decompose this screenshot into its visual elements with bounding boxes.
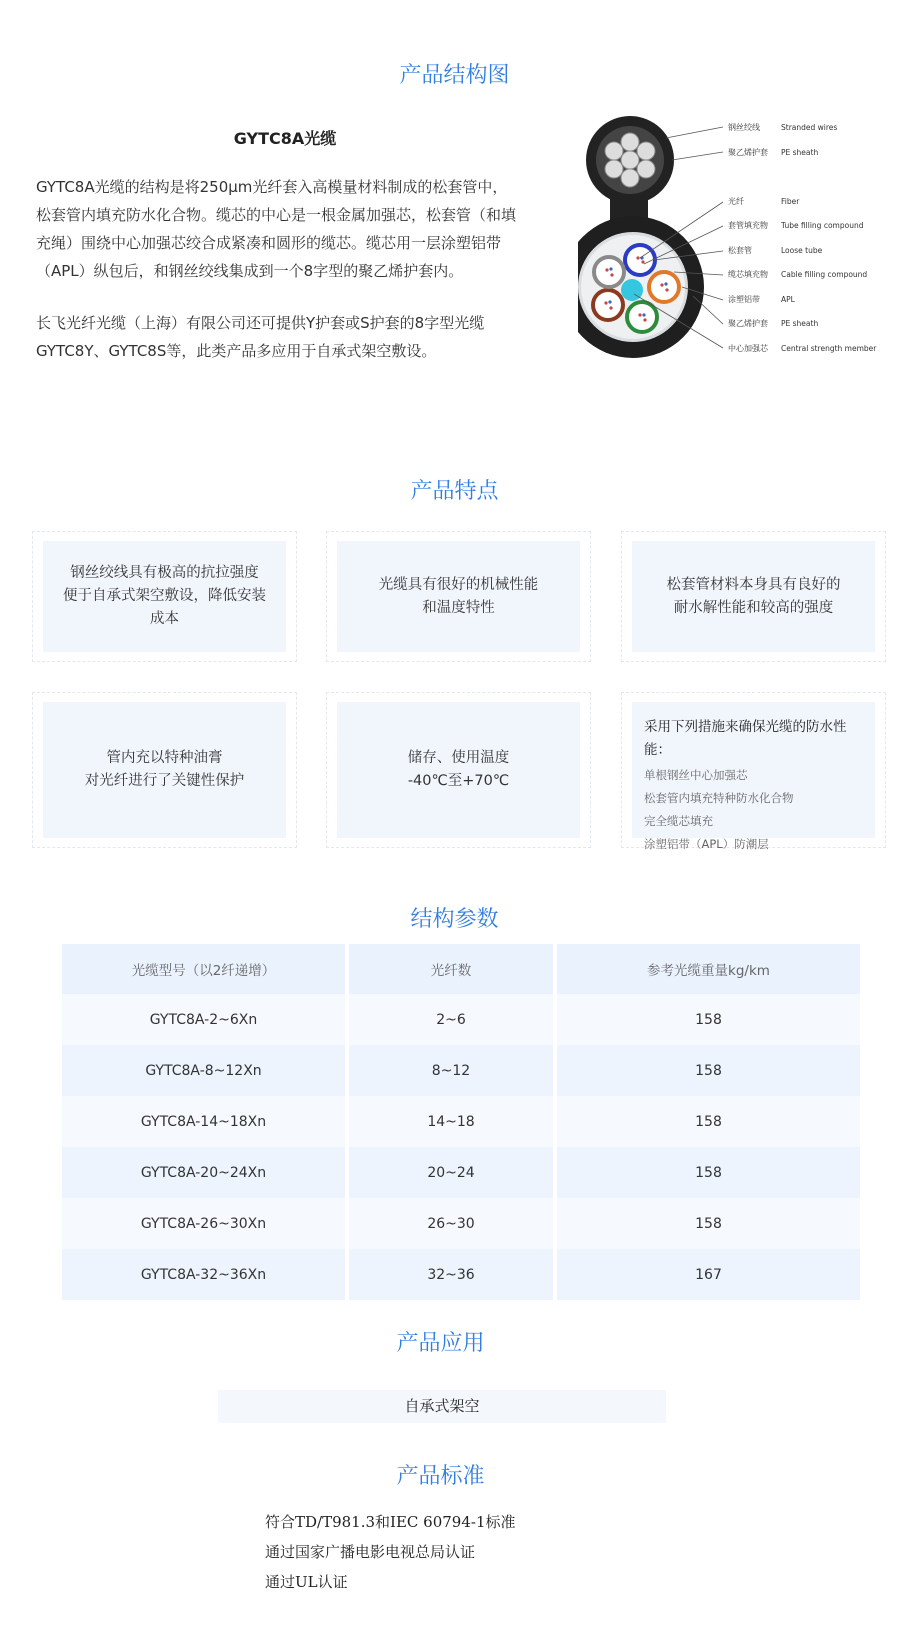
diagram-label-cn: 聚乙烯护套	[728, 148, 768, 157]
table-row	[62, 1198, 860, 1249]
diagram-label-en: APL	[781, 295, 795, 304]
diagram-label-cn: 套管填充物	[728, 221, 768, 230]
table-cell: 158	[557, 1096, 860, 1147]
feature-text: 光缆具有很好的机械性能 和温度特性	[337, 541, 580, 652]
table-cell: 14~18	[349, 1096, 553, 1147]
table-cell: GYTC8A-14~18Xn	[62, 1096, 345, 1147]
diagram-label-en: Fiber	[781, 197, 800, 206]
table-cell: GYTC8A-20~24Xn	[62, 1147, 345, 1198]
standards-list	[265, 1507, 515, 1597]
table-row	[62, 1045, 860, 1096]
waterproof-card	[621, 692, 886, 851]
waterproof-heading: 采用下列措施来确保光缆的防水性能：	[644, 719, 847, 758]
table-cell: 20~24	[349, 1147, 553, 1198]
waterproof-item: 完全缆芯填充	[644, 814, 713, 828]
table-cell: GYTC8A-8~12Xn	[62, 1045, 345, 1096]
feature-text: 储存、使用温度 -40℃至+70℃	[337, 702, 580, 838]
table-cell: 32~36	[349, 1249, 553, 1300]
diagram-label-en: Cable filling compound	[781, 270, 868, 279]
feature-text: 松套管材料本身具有良好的 耐水解性能和较高的强度	[632, 541, 875, 652]
feature-card	[326, 692, 591, 848]
intro-paragraph: GYTC8A光缆的结构是将250μm光纤套入高模量材料制成的松套管中，松套管内填充防水化合物。缆芯的中心是一根金属加强芯，松套管（和填充绳）围绕中心加强芯绞合成紧凑和圆形的缆芯。缆芯用一层涂塑铝带（APL）纵包后，和钢丝绞线集成到一个8字型的聚乙烯护套内。	[36, 178, 517, 280]
cable-drawing	[578, 116, 723, 358]
standard-item: 通过国家广播电影电视总局认证	[265, 1543, 476, 1561]
diagram-label-en: Stranded wires	[781, 123, 838, 132]
table-cell: 26~30	[349, 1198, 553, 1249]
feature-text: 钢丝绞线具有极高的抗拉强度 便于自承式架空敷设，降低安装 成本	[43, 541, 286, 652]
table-cell: GYTC8A-2~6Xn	[62, 994, 345, 1045]
product-subtitle: GYTC8A光缆	[233, 129, 337, 148]
feature-card	[326, 531, 591, 662]
table-cell: 8~12	[349, 1045, 553, 1096]
diagram-label-en: PE sheath	[781, 148, 819, 157]
standard-item: 符合TD/T981.3和IEC 60794-1标准	[265, 1513, 516, 1531]
table-cell: 2~6	[349, 994, 553, 1045]
table-header-row	[62, 944, 860, 994]
section-title-structure: 产品结构图	[399, 63, 510, 88]
diagram-label-en: PE sheath	[781, 319, 819, 328]
standard-item: 通过UL认证	[265, 1573, 348, 1591]
waterproof-item: 涂塑铝带（APL）防潮层	[644, 837, 769, 851]
section-title-standard: 产品标准	[396, 1464, 485, 1489]
table-row	[62, 994, 860, 1045]
table-header: 参考光缆重量kg/km	[557, 944, 860, 994]
section-title-features: 产品特点	[410, 479, 499, 504]
table-cell: GYTC8A-32~36Xn	[62, 1249, 345, 1300]
diagram-label-cn: 钢丝绞线	[728, 123, 760, 132]
feature-card	[32, 531, 297, 662]
diagram-label-cn: 光纤	[728, 197, 744, 206]
section-title-params: 结构参数	[410, 907, 499, 932]
table-cell: 158	[557, 1045, 860, 1096]
intro-paragraph: 长飞光纤光缆（上海）有限公司还可提供Y护套或S护套的8字型光缆GYTC8Y、GYTC8S等，此类产品多应用于自承式架空敷设。	[36, 314, 485, 360]
section-title-application: 产品应用	[396, 1331, 485, 1356]
diagram-label-en: Tube filling compound	[781, 221, 864, 230]
diagram-label-en: Loose tube	[781, 246, 823, 255]
params-table	[58, 944, 864, 1300]
table-row	[62, 1249, 860, 1300]
table-row	[62, 1147, 860, 1198]
feature-card	[32, 692, 297, 848]
table-cell: 158	[557, 1147, 860, 1198]
diagram-label-cn: 涂塑铝带	[728, 295, 760, 304]
waterproof-item: 单根钢丝中心加强芯	[644, 768, 748, 782]
application-value: 自承式架空	[218, 1390, 666, 1423]
diagram-label-cn: 松套管	[728, 246, 752, 255]
table-header: 光缆型号（以2纤递增）	[62, 944, 345, 994]
diagram-label-cn: 缆芯填充物	[728, 270, 768, 279]
diagram-label-cn: 聚乙烯护套	[728, 319, 768, 328]
feature-card	[621, 531, 886, 662]
table-cell: 158	[557, 1198, 860, 1249]
table-cell: GYTC8A-26~30Xn	[62, 1198, 345, 1249]
diagram-label-cn: 中心加强芯	[728, 344, 768, 353]
cable-structure-diagram	[578, 114, 909, 374]
waterproof-item: 松套管内填充特种防水化合物	[644, 791, 794, 805]
diagram-label-en: Central strength member	[781, 344, 877, 353]
feature-text: 管内充以特种油膏 对光纤进行了关键性保护	[43, 702, 286, 838]
table-row	[62, 1096, 860, 1147]
table-header: 光纤数	[349, 944, 553, 994]
table-cell: 158	[557, 994, 860, 1045]
table-cell: 167	[557, 1249, 860, 1300]
